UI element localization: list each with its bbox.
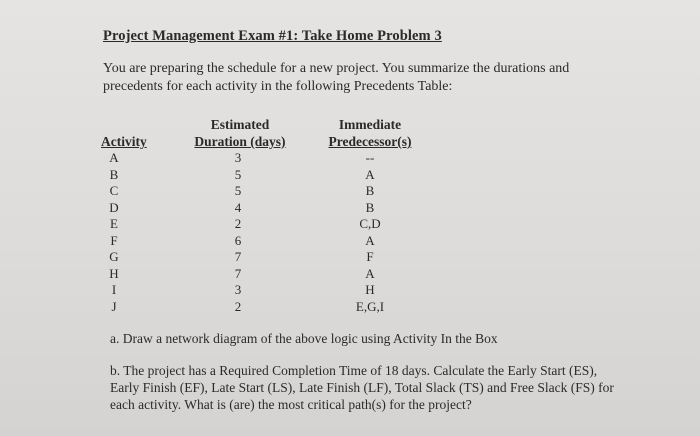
cell-activity: A: [109, 150, 119, 165]
cell-activity: I: [111, 282, 117, 297]
cell-predecessor: H: [365, 282, 375, 297]
cell-duration: 3: [234, 282, 242, 297]
cell-duration: 7: [234, 249, 242, 264]
cell-activity: D: [109, 199, 119, 215]
cell-duration: 5: [234, 183, 242, 198]
cell-predecessor: C,D: [359, 216, 381, 231]
cell-predecessor: E,G,I: [355, 298, 385, 314]
cell-activity: B: [109, 166, 119, 182]
cell-duration: 7: [234, 265, 242, 281]
header-predecessors: Immediate Predecessor(s): [328, 117, 412, 149]
cell-activity: G: [109, 249, 119, 264]
cell-duration: 5: [234, 166, 242, 182]
cell-duration: 2: [234, 298, 242, 314]
cell-activity: C: [109, 183, 119, 198]
cell-predecessor: B: [365, 199, 375, 215]
cell-duration: 6: [234, 232, 242, 248]
question-b: b. The project has a Required Completion Time of 18 days. Calculate the Early Start (ES), Early Finish (EF), Late Start (LS), Late Finish (LF), Total Slack (TS) and Free Slack (FS) for each activity. What is (are) the most critical path(s) for the project?: [110, 363, 614, 412]
cell-predecessor: A: [365, 166, 375, 182]
cell-activity: F: [110, 232, 118, 248]
cell-activity: E: [110, 216, 118, 231]
cell-predecessor: B: [365, 183, 375, 198]
header-activity: Activity: [101, 134, 147, 149]
cell-duration: 2: [234, 216, 242, 231]
intro-paragraph: You are preparing the schedule for a new project. You summarize the durations and precedents for each activity in the following Precedents Table:: [103, 61, 570, 94]
cell-predecessor: F: [366, 249, 374, 264]
cell-predecessor: A: [365, 232, 375, 248]
cell-duration: 3: [234, 150, 242, 165]
cell-predecessor: --: [365, 150, 375, 165]
question-a: a. Draw a network diagram of the above logic using Activity In the Box: [110, 331, 498, 346]
cell-activity: J: [111, 298, 117, 314]
page-title: Project Management Exam #1: Take Home Problem 3: [103, 28, 442, 44]
header-duration: Estimated Duration (days): [194, 117, 286, 149]
cell-duration: 4: [234, 199, 242, 215]
cell-activity: H: [109, 265, 119, 281]
cell-predecessor: A: [365, 265, 375, 281]
